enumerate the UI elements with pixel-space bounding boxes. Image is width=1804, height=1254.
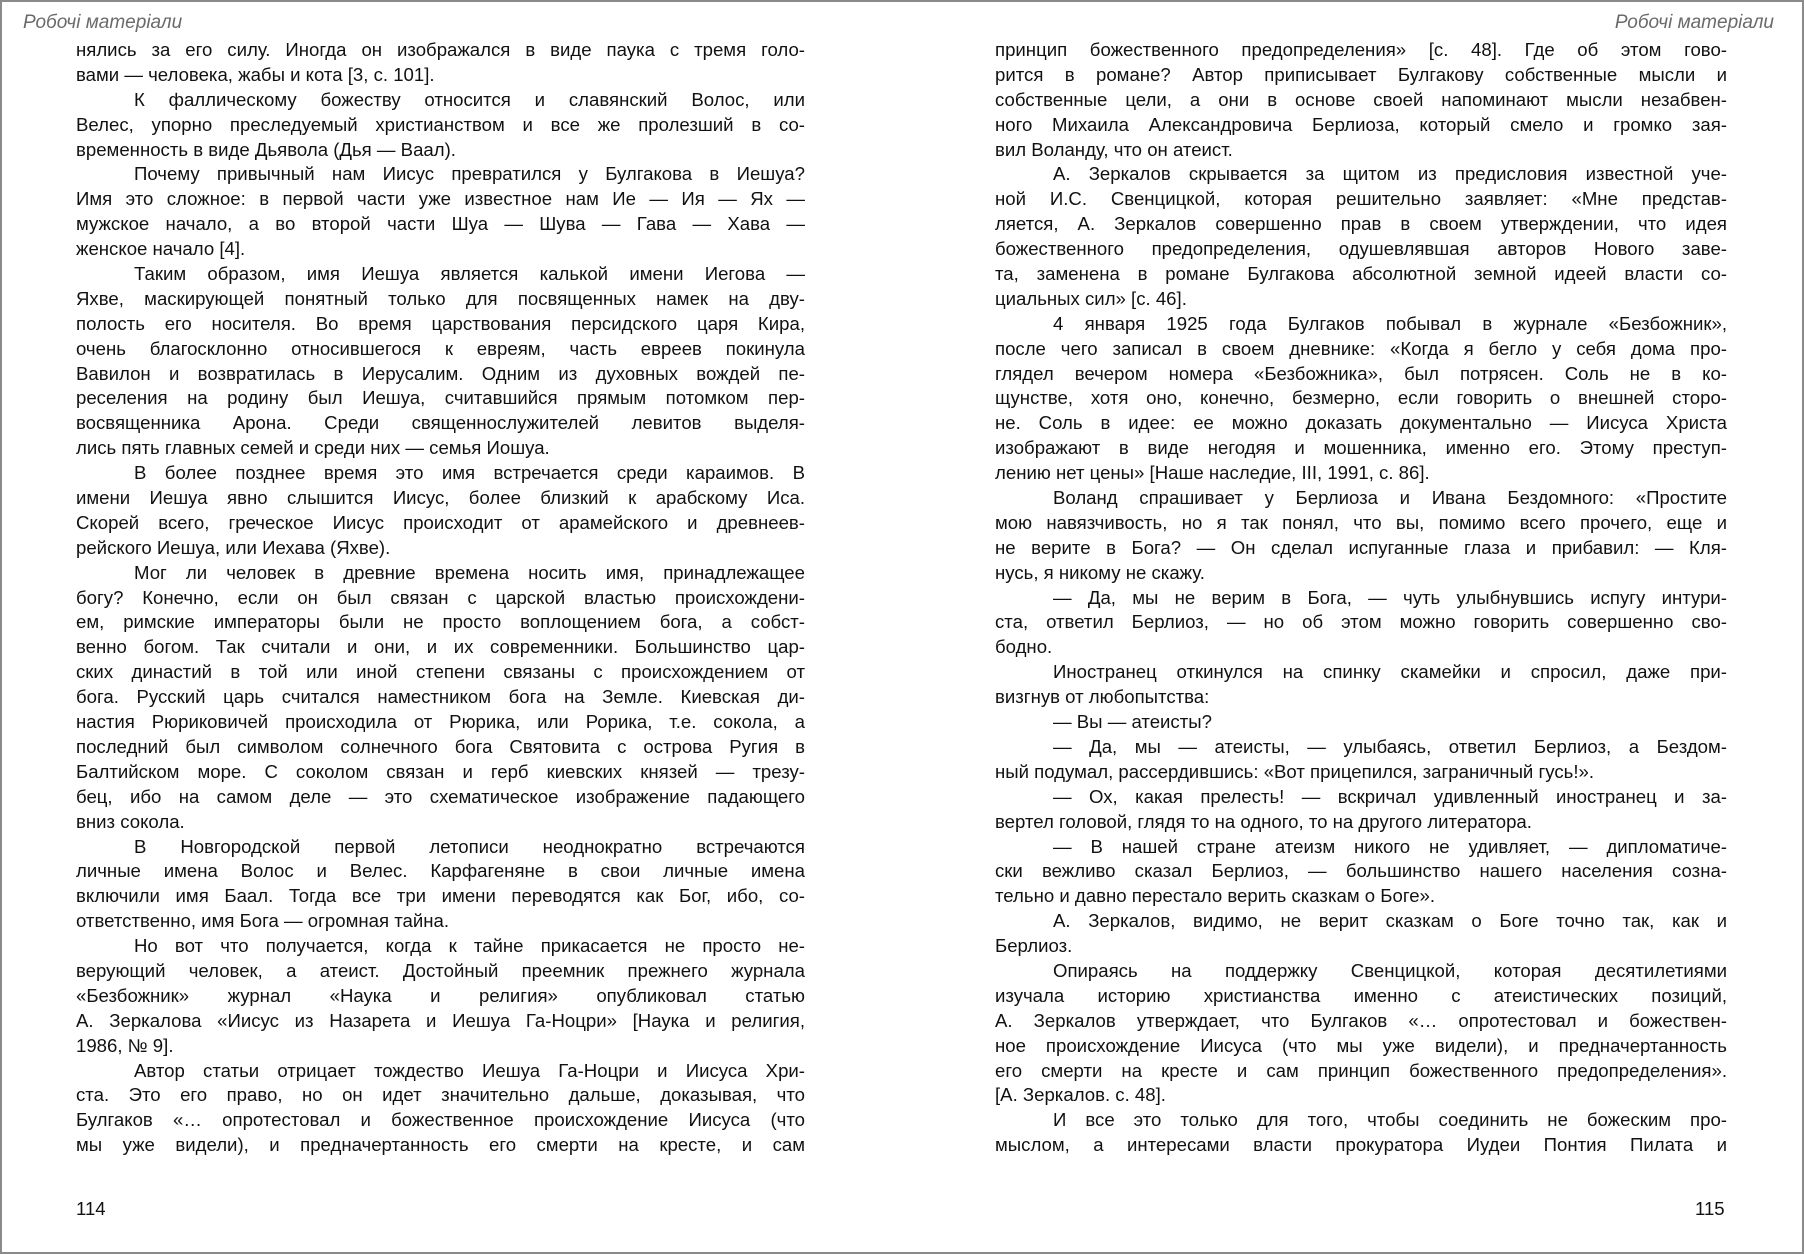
text-line: последний был символом солнечного бога Святовита с острова Ругия в [76, 735, 805, 757]
text-line: лись пять главных семей и среди них — семья Иошуа. [76, 437, 550, 459]
text-line: вами — человека, жабы и кота [3, с. 101]. [76, 63, 435, 85]
running-header-left: Робочі матеріали [23, 12, 183, 33]
text-line: ный подумал, рассердившись: «Вот прицепился, заграничный гусь!». [995, 760, 1595, 782]
text-line: ное происхождение Иисуса (что мы уже видели), и предначертанность [995, 1034, 1727, 1056]
text-line: мою навязчивость, но я так понял, что вы, помимо всего прочего, еще и [995, 511, 1727, 533]
text-line: визгнув от любопытства: [995, 686, 1210, 708]
text-line: — Вы — атеисты? [1053, 711, 1212, 733]
running-header-right: Робочі матеріали [1614, 12, 1774, 33]
text-line: временность в виде Дьявола (Дья — Ваал). [76, 138, 456, 160]
text-line: ста. Это его право, но он идет значительно дальше, доказывая, что [76, 1084, 805, 1106]
text-line: венно богом. Так считали и они, и их современники. Большинство цар- [76, 636, 805, 658]
text-line: И все это только для того, чтобы соединить не божеским про- [1053, 1109, 1727, 1131]
text-line: ски вежливо сказал Берлиоз, — большинство нашего населения созна- [995, 860, 1727, 882]
page-number-right: 115 [1695, 1198, 1725, 1219]
text-line: ста, ответил Берлиоз, — но об этом можно говорить совершенно сво- [995, 611, 1727, 633]
text-line: А. Зеркалов скрывается за щитом из предисловия известной уче- [1053, 163, 1727, 185]
text-line: Велес, упорно преследуемый христианством и все же пролезший в со- [76, 113, 805, 135]
text-line: К фаллическому божеству относится и славянский Волос, или [134, 88, 805, 110]
text-line: Вавилон и возвратилась в Иерусалим. Одним из духовных вождей пе- [76, 362, 805, 384]
text-line: полость его носителя. Во время царствования персидского царя Кира, [76, 312, 805, 334]
text-line: циальных сил» [с. 46]. [995, 287, 1187, 309]
text-line: женское начало [4]. [76, 238, 246, 260]
text-line: Иностранец откинулся на спинку скамейки и спросил, даже при- [1053, 661, 1727, 683]
text-line: очень благосклонно относившегося к евреям, часть евреев покинула [76, 337, 805, 359]
text-line: — Да, мы не верим в Бога, — чуть улыбнувшись испугу интури- [1053, 586, 1727, 608]
text-line: Булгаков «… опротестовал и божественное происхождение Иисуса (что [76, 1109, 805, 1131]
text-line: А. Зеркалов утверждает, что Булгаков «… опротестовал и божествен- [995, 1009, 1727, 1031]
text-line: имени Иешуа явно слышится Иисус, более близкий к арабскому Иса. [76, 487, 805, 509]
text-line: собственные цели, а они в основе своей напоминают мысли незабвен- [995, 88, 1727, 110]
text-line: лению нет цены» [Наше наследие, III, 1991, с. 86]. [995, 462, 1430, 484]
text-line: вил Воланду, что он атеист. [995, 138, 1233, 160]
text-line: бодно. [995, 636, 1053, 658]
text-line: Балтийском море. С соколом связан и герб киевских князей — трезу- [76, 760, 805, 782]
text-line: ляется, А. Зеркалов совершенно прав в своем утверждении, что идея [995, 213, 1727, 235]
text-line: божественного предопределения, одушевлявшая авторов Нового заве- [995, 238, 1727, 260]
text-line: Таким образом, имя Иешуа является калькой имени Иегова — [134, 263, 805, 285]
text-line: верующий человек, а атеист. Достойный преемник прежнего журнала [76, 959, 805, 981]
text-line: бец, ибо на самом деле — это схематическое изображение падающего [76, 785, 805, 807]
text-line: А. Зеркалова «Иисус из Назарета и Иешуа Га-Ноцри» [Наука и религия, [76, 1009, 805, 1031]
text-line: ем, римские императоры были не просто воплощением бога, а собст- [76, 611, 805, 633]
text-line: вниз сокола. [76, 810, 185, 832]
text-line: Опираясь на поддержку Свенцицкой, которая десятилетиями [1053, 959, 1727, 981]
text-line: 4 января 1925 года Булгаков побывал в журнале «Безбожник», [1053, 312, 1727, 334]
text-line: Имя это сложное: в первой части уже известное нам Ие — Ия — Ях — [76, 188, 805, 210]
text-line: щунстве, хотя оно, конечно, безмерно, если говорить о внешней сторо- [995, 387, 1727, 409]
text-line: ной И.С. Свенцицкой, которая решительно заявляет: «Мне представ- [995, 188, 1727, 210]
text-line: Яхве, маскирующей понятный только для посвященных намек на дву- [76, 287, 805, 309]
text-line: [А. Зеркалов. с. 48]. [995, 1084, 1166, 1106]
text-line: не верите в Бога? — Он сделал испуганные глаза и прибавил: — Кля- [995, 536, 1727, 558]
text-line: вертел головой, глядя то на одного, то на другого литератора. [995, 810, 1532, 832]
text-line: В Новгородской первой летописи неоднократно встречаются [134, 835, 805, 857]
text-line: личные имена Волос и Велес. Карфагеняне в свои личные имена [76, 860, 805, 882]
text-line: его смерти на кресте и сам принцип божественного предопределения». [995, 1059, 1727, 1081]
text-line: нусь, я никому не скажу. [995, 561, 1205, 583]
text-line: ного Михаила Александровича Берлиоза, который смело и громко зая- [995, 113, 1727, 135]
text-line: тельно и давно перестало верить сказкам о Боге». [995, 885, 1436, 907]
text-line: А. Зеркалов, видимо, не верит сказкам о Боге точно так, как и [1053, 910, 1727, 932]
text-line: Автор статьи отрицает тождество Иешуа Га-Ноцри и Иисуса Хри- [134, 1059, 805, 1081]
text-line: — Да, мы — атеисты, — улыбаясь, ответил Берлиоз, а Бездом- [1053, 735, 1727, 757]
text-line: мужское начало, а во второй части Шуа — Шува — Гава — Хава — [76, 213, 805, 235]
text-line: реселения на родину был Иешуа, считавшийся прямым потомком пер- [76, 387, 805, 409]
text-line: — Ох, какая прелесть! — вскричал удивленный иностранец и за- [1053, 785, 1727, 807]
text-line: мыслом, а интересами власти прокуратора Иудеи Понтия Пилата и [995, 1134, 1727, 1156]
text-line: ских династий в той или иной степени связаны с происхождением от [76, 661, 805, 683]
text-line: глядел вечером номера «Безбожника», был потрясен. Соль не в ко- [995, 362, 1727, 384]
text-line: не. Соль в идее: ее можно доказать документально — Иисуса Христа [995, 412, 1727, 434]
right-page-body [995, 38, 1727, 1158]
text-line: богу? Конечно, если он был связан с царской властью происхождени- [76, 586, 805, 608]
text-line: изображают в виде негодяя и мошенника, именно его. Этому преступ- [995, 437, 1727, 459]
text-line: включили имя Баал. Тогда все три имени переводятся как Бог, ибо, со- [76, 885, 805, 907]
text-line: Воланд спрашивает у Берлиоза и Ивана Бездомного: «Простите [1053, 487, 1727, 509]
text-line: мы уже видели), и предначертанность его смерти на кресте, и сам [76, 1134, 805, 1156]
text-line: принцип божественного предопределения» [с. 48]. Где об этом гово- [995, 39, 1727, 60]
text-line: нялись за его силу. Иногда он изображался в виде паука с тремя голо- [76, 39, 805, 60]
text-line: рейского Иешуа, или Иехава (Яхве). [76, 536, 391, 558]
text-line: бога. Русский царь считался наместником бога на Земле. Киевская ди- [76, 686, 805, 708]
text-line: Но вот что получается, когда к тайне прикасается не просто не- [134, 935, 805, 957]
text-line: настия Рюриковичей происходила от Рюрика, или Рорика, т.е. сокола, а [76, 711, 805, 733]
page-number-left: 114 [76, 1198, 106, 1219]
text-line: — В нашей стране атеизм никого не удивляет, — дипломатиче- [1053, 835, 1727, 857]
text-line: изучала историю христианства именно с атеистических позиций, [995, 984, 1727, 1006]
text-line: В более позднее время это имя встречается среди караимов. В [134, 462, 805, 484]
text-line: рится в романе? Автор приписывает Булгакову собственные мысли и [995, 63, 1727, 85]
left-page-body [76, 38, 805, 1158]
text-line: после чего записал в своем дневнике: «Когда я бегло у себя дома про- [995, 337, 1727, 359]
text-line: Мог ли человек в древние времена носить имя, принадлежащее [134, 561, 805, 583]
text-line: Почему привычный нам Иисус превратился у Булгакова в Иешуа? [134, 163, 805, 185]
text-line: Берлиоз. [995, 935, 1073, 957]
text-line: 1986, № 9]. [76, 1034, 174, 1056]
text-line: Скорей всего, греческое Иисус происходит от арамейского и древнеев- [76, 511, 805, 533]
text-line: та, заменена в романе Булгакова абсолютной земной идеей власти со- [995, 263, 1727, 285]
text-line: восвященника Арона. Среди священнослужителей левитов выделя- [76, 412, 805, 434]
text-line: «Безбожник» журнал «Наука и религия» опубликовал статью [76, 984, 805, 1006]
text-line: ответственно, имя Бога — огромная тайна. [76, 910, 450, 932]
